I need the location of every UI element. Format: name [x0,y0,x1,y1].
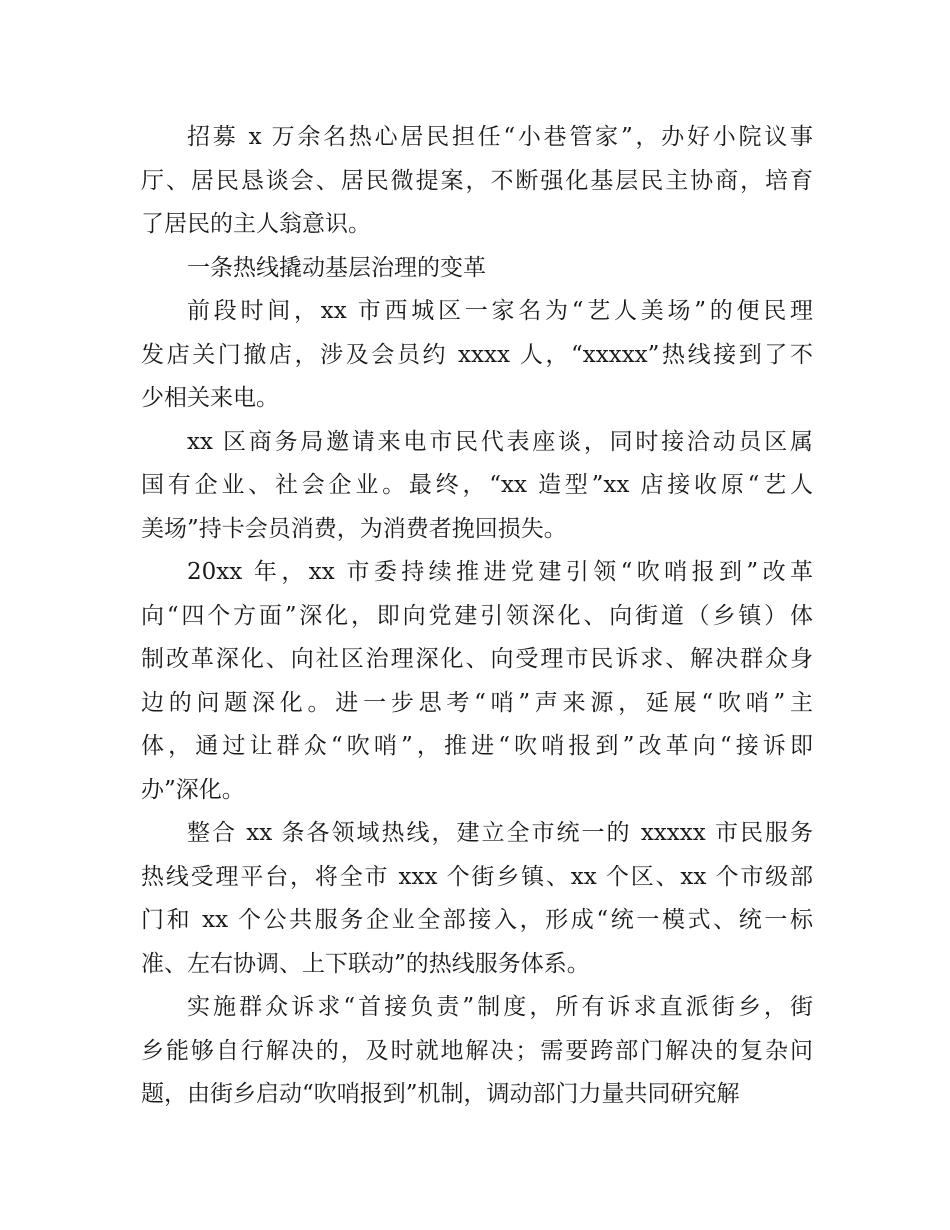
text-line: 少相关来电。 [141,385,279,411]
text-line: 美场”持卡会员消费，为消费者挽回损失。 [141,515,567,542]
text-line: xx 区商务局邀请来电市民代表座谈，同时接洽动员区属 [187,428,813,455]
paragraph-p2 [141,247,813,291]
text-line: 乡能够自行解决的，及时就地解决；需要跨部门解决的复杂问 [141,1037,813,1064]
text-line: 厅、居民恳谈会、居民微提案，不断强化基层民主协商，培育 [141,167,813,194]
text-line: 实施群众诉求“首接负责”制度，所有诉求直派街乡，街 [187,994,813,1020]
paragraph-p7 [141,986,813,1117]
text-line: 题，由街乡启动“吹哨报到”机制，调动部门力量共同研究解 [141,1081,740,1107]
text-line: 向“四个方面”深化，即向党建引领深化、向街道（乡镇）体 [141,602,813,629]
document-body [141,116,813,1117]
text-line: 门和 xx 个公共服务企业全部接入，形成“统一模式、统一标 [141,907,813,933]
text-line: 边的问题深化。进一步思考“哨”声来源，延展“吹哨”主 [141,689,813,716]
text-line: 前段时间，xx 市西城区一家名为“艺人美场”的便民理 [187,298,813,324]
text-line: 办”深化。 [141,776,245,803]
text-line: 热线受理平台，将全市 xxx 个街乡镇、xx 个区、xx 个市级部 [141,863,813,890]
paragraph-p1 [141,116,813,247]
text-line: 20xx 年，xx 市委持续推进党建引领“吹哨报到”改革 [187,559,813,585]
text-line: 整合 xx 条各领域热线，建立全市统一的 xxxxx 市民服务 [187,820,813,846]
paragraph-p6 [141,812,813,986]
paragraph-p3 [141,290,813,421]
text-line: 招募 x 万余名热心居民担任“小巷管家”，办好小院议事 [187,124,813,150]
paragraph-p4 [141,421,813,552]
paragraph-p5 [141,551,813,812]
text-line: 发店关门撤店，涉及会员约 xxxx 人，“xxxxx”热线接到了不 [141,341,813,368]
text-line: 制改革深化、向社区治理深化、向受理市民诉求、解决群众身 [141,646,813,672]
text-line: 了居民的主人翁意识。 [141,211,371,237]
text-line: 体，通过让群众“吹哨”，推进“吹哨报到”改革向“接诉即 [141,733,813,759]
text-line: 国有企业、社会企业。最终，“xx 造型”xx 店接收原“艺人 [141,472,813,498]
text-line: 准、左右协调、上下联动”的热线服务体系。 [141,950,590,977]
text-line: 一条热线撬动基层治理的变革 [187,254,486,281]
